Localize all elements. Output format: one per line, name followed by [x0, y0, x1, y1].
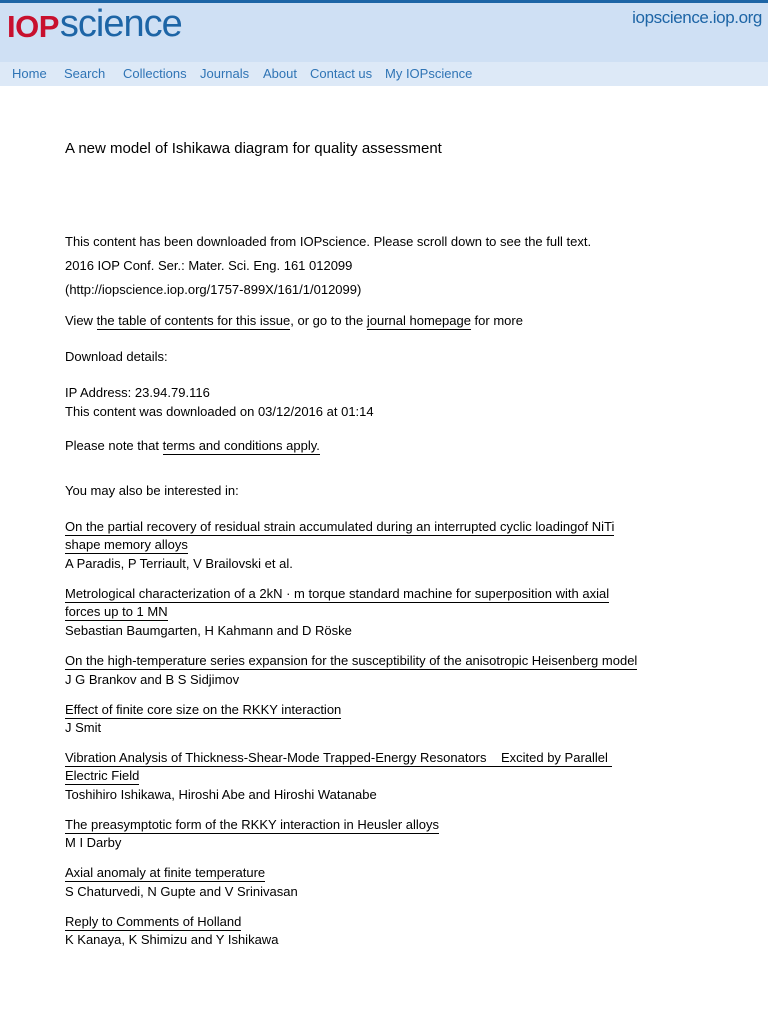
related-article-authors: J G Brankov and B S Sidjimov: [65, 672, 240, 687]
ip-address: IP Address: 23.94.79.116: [65, 385, 210, 400]
iopscience-logo[interactable]: [7, 5, 182, 43]
related-article-title[interactable]: On the high-temperature series expansion for the susceptibility of the anisotropic Heisenberg model: [65, 653, 638, 668]
related-article-title[interactable]: The preasymptotic form of the RKKY interaction in Heusler alloys: [65, 817, 440, 832]
logo-science-text: science: [59, 3, 182, 45]
view-line: [65, 313, 523, 328]
interested-label: You may also be interested in:: [65, 483, 239, 498]
related-article-title[interactable]: Reply to Comments of Holland: [65, 914, 242, 929]
nav-home[interactable]: Home: [12, 66, 47, 81]
toc-link[interactable]: the table of contents for this issue: [96, 313, 291, 328]
related-article-authors: Toshihiro Ishikawa, Hiroshi Abe and Hiroshi Watanabe: [65, 787, 377, 802]
related-article-authors: S Chaturvedi, N Gupte and V Srinivasan: [65, 884, 298, 899]
related-article-authors: A Paradis, P Terriault, V Brailovski et al.: [65, 556, 293, 571]
related-article-title[interactable]: Effect of finite core size on the RKKY interaction: [65, 702, 342, 717]
logo-iop-text: IOP: [7, 9, 59, 44]
nav-contact-us[interactable]: Contact us: [310, 66, 373, 81]
terms-line: [65, 438, 320, 453]
related-article-authors: J Smit: [65, 720, 102, 735]
download-details-label: Download details:: [65, 349, 168, 364]
terms-link[interactable]: terms and conditions apply.: [162, 438, 320, 453]
page-title: A new model of Ishikawa diagram for quality assessment: [65, 140, 442, 157]
nav-search[interactable]: Search: [64, 66, 106, 81]
related-article-authors: Sebastian Baumgarten, H Kahmann and D Röske: [65, 623, 352, 638]
related-article-link[interactable]: [65, 701, 645, 719]
related-article-link[interactable]: [65, 864, 645, 882]
note-prefix: Please note that: [65, 438, 163, 453]
related-article-authors: M I Darby: [65, 835, 122, 850]
view-prefix: View: [65, 313, 97, 328]
related-article-link[interactable]: [65, 913, 645, 931]
download-notice: This content has been downloaded from IOPscience. Please scroll down to see the full text.: [65, 234, 592, 249]
nav-journals[interactable]: Journals: [200, 66, 250, 81]
related-article-link[interactable]: [65, 652, 665, 670]
related-article-link[interactable]: [65, 816, 645, 834]
related-article-link[interactable]: [65, 585, 645, 621]
doi-url: (http://iopscience.iop.org/1757-899X/161/1/012099): [65, 282, 362, 297]
site-url[interactable]: iopscience.iop.org: [632, 8, 762, 27]
related-article-title[interactable]: Axial anomaly at finite temperature: [65, 865, 266, 880]
nav-about[interactable]: About: [263, 66, 297, 81]
view-middle: , or go to the: [290, 313, 367, 328]
downloaded-on: This content was downloaded on 03/12/2016 at 01:14: [65, 404, 374, 419]
related-article-authors: K Kanaya, K Shimizu and Y Ishikawa: [65, 932, 279, 947]
citation: 2016 IOP Conf. Ser.: Mater. Sci. Eng. 161 012099: [65, 258, 353, 273]
main-nav: [0, 62, 768, 86]
related-article-title[interactable]: On the partial recovery of residual strain accumulated during an interrupted cyclic loadingof NiTi shape memory alloys: [65, 519, 615, 552]
journal-homepage-link[interactable]: journal homepage: [366, 313, 471, 328]
related-article-title[interactable]: Metrological characterization of a 2kN · m torque standard machine for superposition with axial forces up to 1 MN: [65, 586, 610, 619]
view-suffix: for more: [470, 313, 523, 328]
nav-my-iopscience[interactable]: My IOPscience: [385, 66, 473, 81]
related-article-title[interactable]: Vibration Analysis of Thickness-Shear-Mode Trapped-Energy Resonators Excited by Parallel Electric Field: [65, 750, 612, 783]
related-article-link[interactable]: [65, 518, 645, 554]
related-article-link[interactable]: [65, 749, 645, 785]
nav-collections[interactable]: Collections: [123, 66, 187, 81]
